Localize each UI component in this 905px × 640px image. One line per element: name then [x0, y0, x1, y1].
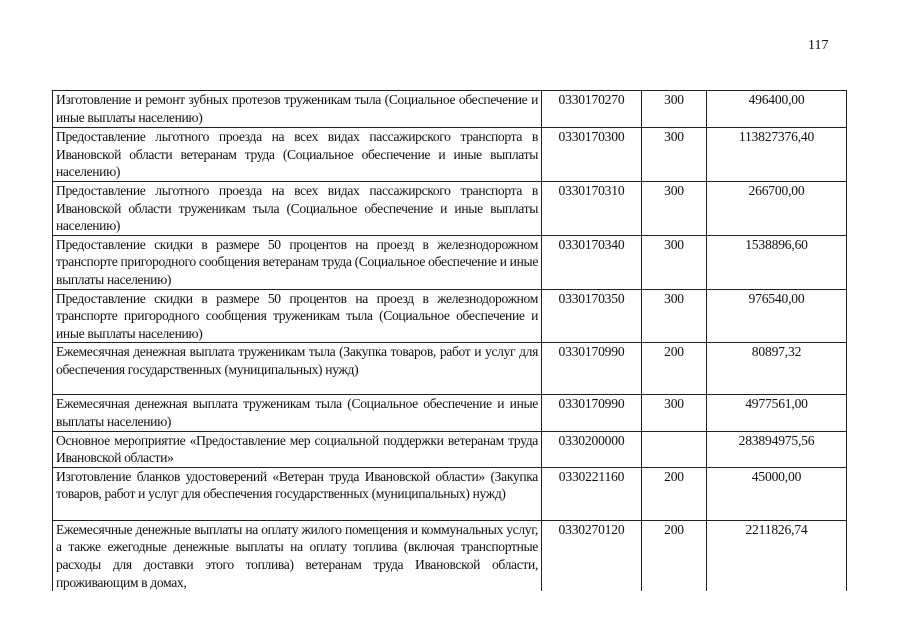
row-expense-type: 300 [642, 235, 707, 289]
row-code: 0330170990 [542, 343, 642, 395]
row-code: 0330221160 [542, 467, 642, 520]
row-expense-type: 200 [642, 520, 707, 591]
table-row [53, 395, 847, 431]
row-description: Основное мероприятие «Предоставление мер социальной поддержки ветеранам труда Ивановской области» [53, 431, 542, 467]
row-code: 0330270120 [542, 520, 642, 591]
row-description: Изготовление и ремонт зубных протезов труженикам тыла (Социальное обеспечение и иные выплаты населению) [53, 91, 542, 128]
row-description: Ежемесячная денежная выплата труженикам тыла (Закупка товаров, работ и услуг для обеспечения государственных (муниципальных) нужд) [53, 343, 542, 395]
table-row [53, 289, 847, 343]
row-amount: 283894975,56 [707, 431, 847, 467]
row-expense-type: 300 [642, 91, 707, 128]
row-amount: 4977561,00 [707, 395, 847, 431]
row-code: 0330170990 [542, 395, 642, 431]
row-code: 0330170300 [542, 128, 642, 182]
row-expense-type: 200 [642, 343, 707, 395]
row-expense-type: 200 [642, 467, 707, 520]
row-description: Предоставление льготного проезда на всех видах пассажирского транспорта в Ивановской области ветеранам труда (Социальное обеспечение и иные выплаты населению) [53, 128, 542, 182]
row-amount: 496400,00 [707, 91, 847, 128]
table-row [53, 128, 847, 182]
row-description: Предоставление скидки в размере 50 процентов на проезд в железнодорожном транспорте пригородного сообщения труженикам тыла (Социальное обеспечение и иные выплаты населению) [53, 289, 542, 343]
table-row [53, 91, 847, 128]
row-expense-type: 300 [642, 182, 707, 236]
row-amount: 80897,32 [707, 343, 847, 395]
row-amount: 976540,00 [707, 289, 847, 343]
budget-table [52, 90, 847, 591]
row-description: Изготовление бланков удостоверений «Ветеран труда Ивановской области» (Закупка товаров, работ и услуг для обеспечения государственных (муниципальных) нужд) [53, 467, 542, 520]
table-row [53, 182, 847, 236]
table-row [53, 235, 847, 289]
page-number: 117 [808, 38, 829, 53]
row-description: Предоставление льготного проезда на всех видах пассажирского транспорта в Ивановской области труженикам тыла (Социальное обеспечение и иные выплаты населению) [53, 182, 542, 236]
row-description: Ежемесячные денежные выплаты на оплату жилого помещения и коммунальных услуг, а также ежегодные денежные выплаты на оплату топлива (включая транспортные расходы для доставки этого топлива) ветеранам труда Ивановской области, проживающим в домах, [53, 520, 542, 591]
row-amount: 2211826,74 [707, 520, 847, 591]
table-row [53, 343, 847, 395]
table-row [53, 431, 847, 467]
row-expense-type: 300 [642, 289, 707, 343]
row-code: 0330170340 [542, 235, 642, 289]
row-expense-type [642, 431, 707, 467]
row-amount: 266700,00 [707, 182, 847, 236]
row-amount: 113827376,40 [707, 128, 847, 182]
row-description: Ежемесячная денежная выплата труженикам тыла (Социальное обеспечение и иные выплаты населению) [53, 395, 542, 431]
table-row [53, 467, 847, 520]
table-row [53, 520, 847, 591]
row-amount: 1538896,60 [707, 235, 847, 289]
row-expense-type: 300 [642, 128, 707, 182]
row-code: 0330170350 [542, 289, 642, 343]
row-code: 0330170270 [542, 91, 642, 128]
row-amount: 45000,00 [707, 467, 847, 520]
row-code: 0330170310 [542, 182, 642, 236]
row-expense-type: 300 [642, 395, 707, 431]
row-description: Предоставление скидки в размере 50 процентов на проезд в железнодорожном транспорте пригородного сообщения ветеранам труда (Социальное обеспечение и иные выплаты населению) [53, 235, 542, 289]
row-code: 0330200000 [542, 431, 642, 467]
